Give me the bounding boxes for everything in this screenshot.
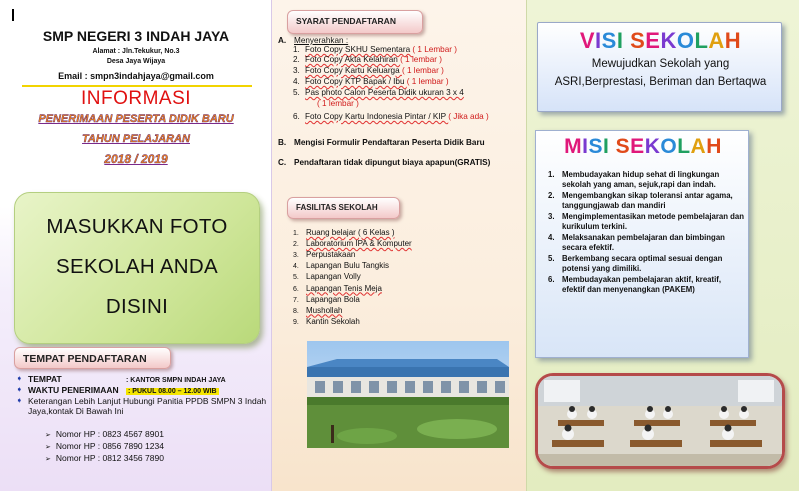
waktu-value: : PUKUL 08.00 – 12.00 WIB <box>128 388 217 395</box>
requirement-item <box>293 66 444 75</box>
misi-item <box>544 191 744 210</box>
facility-number: 8. <box>293 307 299 315</box>
misi-text: Melaksanakan pembelajaran dan bimbingan secara efektif. <box>562 233 725 252</box>
misi-item <box>544 233 744 252</box>
facility-item <box>293 261 389 270</box>
arrow-icon: ➢ <box>45 456 51 463</box>
phone-text: Nomor HP : 0823 4567 8901 <box>55 429 164 439</box>
misi-number: 1. <box>548 170 555 179</box>
requirement-number: 6. <box>293 112 300 121</box>
facility-text: Ruang belajar ( 6 Kelas ) <box>306 228 395 237</box>
requirement-note: ( 1 lembar ) <box>317 99 359 108</box>
visi-title: VISI SEKOLAH <box>579 28 742 53</box>
requirement-item <box>293 112 489 121</box>
facility-number: 1. <box>293 230 299 237</box>
requirement-text: Foto Copy KTP Bapak / Ibu <box>305 77 407 86</box>
misi-item <box>544 275 744 294</box>
address-line-2: Desa Jaya Wijaya <box>106 58 166 65</box>
school-photo-placeholder[interactable] <box>14 192 260 344</box>
facility-number: 3. <box>293 252 299 260</box>
tempat-row <box>14 374 272 384</box>
misi-text: Berkembang secara optimal sesuai dengan potensi yang dimiliki. <box>562 254 723 273</box>
requirement-text: Foto Copy SKHU Sementara <box>305 45 413 54</box>
left-panel <box>0 0 272 491</box>
school-building-photo <box>307 341 509 448</box>
section-b <box>278 138 485 147</box>
keterangan-text: Keterangan Lebih Lanjut Hubungi Panitia PPDB SMPN 3 Indah Jaya,kontak Di Bawah Ini <box>28 396 267 416</box>
misi-item <box>544 170 744 189</box>
misi-text: Membudayakan hidup sehat di lingkungan sekolah yang aman, sejuk,rapi dan indah. <box>562 170 720 189</box>
facility-text: Kantin Sekolah <box>306 316 360 326</box>
requirement-note: ( 1 lembar ) <box>400 55 442 64</box>
facility-number: 4. <box>293 263 299 271</box>
arrow-bullet-icon: ➧ <box>16 385 23 394</box>
facility-item <box>293 284 382 293</box>
requirement-text: Foto Copy Kartu Keluarga <box>305 66 402 75</box>
phone-text: Nomor HP : 0812 3456 7890 <box>55 453 164 463</box>
placeholder-line: SEKOLAH ANDA <box>56 255 218 278</box>
requirement-text: Pas photo Calon Peserta Didik ukuran 3 x 4 <box>305 88 464 97</box>
requirement-note: ( 1 lembar ) <box>406 77 449 86</box>
info-title: INFORMASI <box>80 88 192 109</box>
misi-number: 4. <box>548 233 555 242</box>
misi-title: MISI SEKOLAH <box>564 135 722 158</box>
facility-item <box>293 250 355 259</box>
misi-number: 6. <box>548 275 555 284</box>
tempat-label: TEMPAT <box>28 374 62 384</box>
requirement-note: ( 1 lembar ) <box>401 66 444 75</box>
tempat-details <box>14 374 272 417</box>
arrow-bullet-icon: ➧ <box>16 396 23 405</box>
facility-number: 7. <box>293 296 299 304</box>
facility-text: Lapangan Bola <box>306 294 360 304</box>
requirement-item <box>305 99 359 108</box>
facility-item <box>293 295 360 304</box>
misi-number: 5. <box>548 254 555 263</box>
text-cursor <box>12 9 14 21</box>
section-a-title: Menyerahkan : <box>294 36 349 45</box>
facility-number: 6. <box>293 285 299 293</box>
misi-list <box>544 170 744 296</box>
requirement-number: 3. <box>293 66 300 75</box>
misi-text: Mengembangkan sikap toleransi antar agama, tanggungjawab dan mandiri <box>562 191 733 210</box>
arrow-icon: ➢ <box>45 432 51 439</box>
waktu-label: WAKTU PENERIMAAN <box>28 385 119 395</box>
facility-text: Perpustakaan <box>306 250 356 260</box>
section-letter: C. <box>278 158 287 167</box>
facility-text: Lapangan Bulu Tangkis <box>306 261 390 271</box>
tempat-value: : KANTOR SMPN INDAH JAYA <box>126 377 226 384</box>
wordart-year: 2018 / 2019 <box>104 152 168 166</box>
requirement-number: 2. <box>293 55 300 64</box>
facility-item <box>293 228 395 237</box>
arrow-bullet-icon: ➧ <box>16 374 23 383</box>
phone-item <box>45 429 164 439</box>
school-email: Email : smpn3indahjaya@gmail.com <box>58 71 214 81</box>
facility-item <box>293 317 360 326</box>
misi-text: Membudayakan pembelajaran aktif, kreatif, efektif dan menyenangkan (PAKEM) <box>562 275 722 294</box>
misi-item <box>544 212 744 231</box>
wordart-tahun: TAHUN PELAJARAN <box>82 133 190 145</box>
placeholder-line: MASUKKAN FOTO <box>46 215 228 238</box>
requirement-item <box>293 55 442 64</box>
phone-item <box>45 441 164 451</box>
requirement-item <box>293 77 449 86</box>
requirement-note: ( 1 Lembar ) <box>412 45 457 54</box>
middle-panel <box>272 0 526 491</box>
requirement-number: 5. <box>293 88 300 97</box>
misi-number: 2. <box>548 191 555 200</box>
facility-text: Lapangan Volly <box>306 272 361 282</box>
section-b-title: Mengisi Formulir Pendaftaran Peserta Didik Baru <box>294 138 485 147</box>
visi-text: Mewujudkan Sekolah yang ASRI,Berprestasi, Beriman dan Bertaqwa <box>554 58 767 88</box>
requirement-note: ( Jika ada ) <box>448 112 489 121</box>
facility-item <box>293 239 412 248</box>
misi-text: Mengimplementasikan metode pembelajaran dan kurikulum terkini. <box>562 212 744 231</box>
facility-text: Laboratorium IPA & Komputer <box>306 239 412 249</box>
requirement-text: Foto Copy Kartu Indonesia Pintar / KIP <box>305 112 449 121</box>
phone-text: Nomor HP : 0856 7890 1234 <box>55 441 164 451</box>
section-c <box>278 158 490 167</box>
classroom-image <box>538 376 782 466</box>
requirement-item <box>293 45 457 54</box>
visi-box <box>537 22 782 112</box>
keterangan-row <box>14 396 272 416</box>
school-building-image <box>307 341 509 448</box>
facility-item <box>293 272 361 281</box>
facility-text: Mushollah <box>306 305 343 315</box>
requirement-item <box>293 88 464 97</box>
classroom-photo-frame <box>535 373 785 469</box>
facility-number: 5. <box>293 274 299 282</box>
right-panel <box>526 0 799 491</box>
facility-text: Lapangan Tenis Meja <box>306 283 382 293</box>
tempat-header: TEMPAT PENDAFTARAN <box>14 347 171 369</box>
syarat-header: SYARAT PENDAFTARAN <box>287 10 423 34</box>
misi-item <box>544 254 744 273</box>
requirement-text: Foto Copy Akta Kelahiran <box>305 55 401 64</box>
waktu-row <box>14 385 272 395</box>
facility-number: 9. <box>293 318 299 326</box>
section-a <box>278 36 348 45</box>
misi-number: 3. <box>548 212 555 221</box>
section-letter: B. <box>278 138 287 147</box>
wordart-ppdb: PENERIMAAN PESERTA DIDIK BARU <box>38 113 234 125</box>
address-line-1: Alamat : Jln.Tekukur, No.3 <box>92 48 180 55</box>
facility-item <box>293 306 342 315</box>
facility-number: 2. <box>293 241 299 249</box>
fasilitas-header: FASILITAS SEKOLAH <box>287 197 400 219</box>
section-c-title: Pendaftaran tidak dipungut biaya apapun(GRATIS) <box>294 158 491 167</box>
school-name: SMP NEGERI 3 INDAH JAYA <box>42 28 230 44</box>
misi-box <box>535 130 749 358</box>
section-letter: A. <box>278 36 287 45</box>
phone-item <box>45 453 164 463</box>
placeholder-line: DISINI <box>105 295 169 318</box>
requirement-number: 1. <box>293 45 300 54</box>
arrow-icon: ➢ <box>45 444 51 451</box>
divider-line <box>22 85 252 87</box>
requirement-number: 4. <box>293 77 300 86</box>
